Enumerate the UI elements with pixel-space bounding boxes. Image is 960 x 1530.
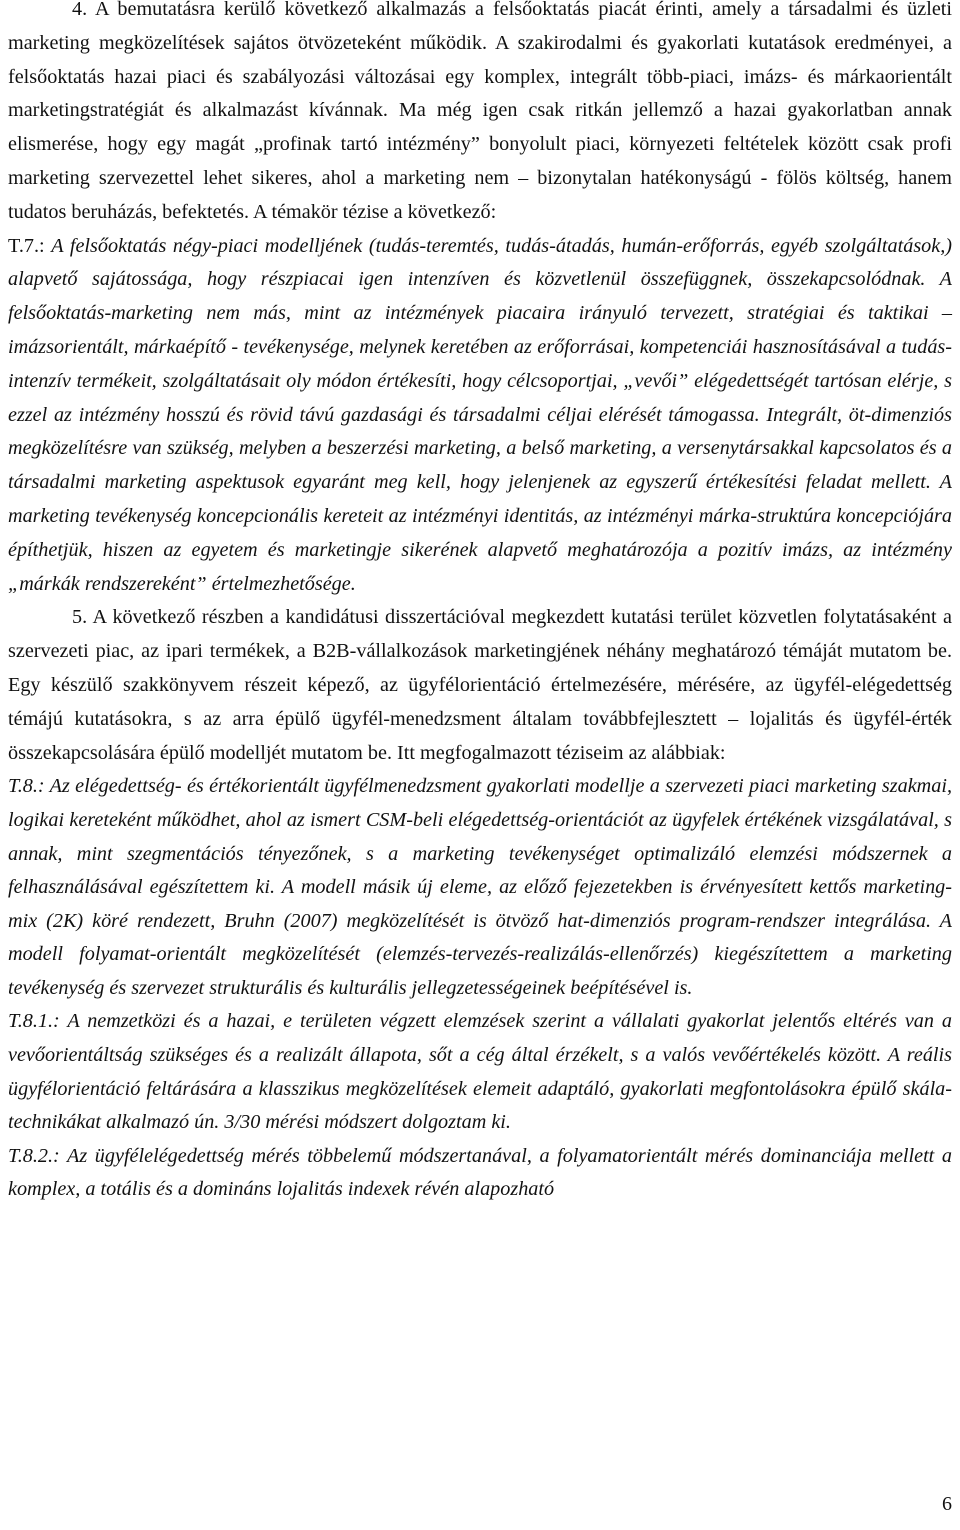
document-page	[8, 0, 952, 1207]
paragraph-4-text-3: A témakör tézise a következő:	[252, 200, 497, 223]
page-number: 6	[942, 1493, 952, 1515]
thesis-8-2: T.8.2.: Az ügyfélelégedettség mérés többelemű módszertanával, a folyamatorientált mérés dominanciája mellett a komplex, a totális és a domináns lojalitás indexek révén alapozható	[8, 1144, 952, 1201]
thesis-7-label: T.7.:	[8, 234, 45, 257]
paragraph-4-text: 4. A bemutatásra kerülő következő alkalmazás a felsőoktatás piacát érinti, amely a társadalmi és üzleti marketing megközelítések sajátos ötvözeteként működik. A szakirodalmi és gyakorlati kutatások eredményei, a felsőoktatás hazai piaci és szabályozási változásai egy komplex, integrált több-piaci, imázs- és márkaorientált marketingstratégiát és alkalmazást kívánnak.	[8, 0, 952, 122]
thesis-8-1: T.8.1.: A nemzetközi és a hazai, e területen végzett elemzések szerint a vállalati gyakorlat jelentős eltérés van a vevőorientáltság szükséges és a realizált állapota, sőt a cég által érzékelt, s a valós vevőértékelés között. A reális ügyfélorientáció feltárására a klasszikus megközelítések elemeit adaptáló, gyakorlati megfontolásokra épülő skála-technikákat alkalmazó ún. 3/30 mérési módszert dolgoztam ki.	[8, 1010, 952, 1134]
thesis-7	[8, 230, 952, 602]
paragraph-5: 5. A következő részben a kandidátusi disszertációval megkezdett kutatási terület közvetlen folytatásaként a szervezeti piac, az ipari termékek, a B2B-vállalkozások marketingjének néhány meghatározó témáját mutatom be. Egy készülő szakkönyvem részeit képező, az ügyfélorientáció értelmezésére, mérésére, az ügyfél-elégedettség témájú kutatásokra, s az arra épülő ügyfél-menedzsment általam továbbfejlesztett – lojalitás és ügyfél-érték összekapcsolására épülő modelljét mutatom be. Itt megfogalmazott téziseim az alábbiak:	[8, 606, 952, 764]
thesis-7-text: A felsőoktatás négy-piaci modelljének (tudás-teremtés, tudás-átadás, humán-erőforrás, egyéb szolgáltatások,) alapvető sajátossága, hogy részpiacai igen intenzíven és közvetlenül összefüggnek, összekapcsolódnak. A felsőoktatás-marketing nem más, mint az intézmények piacaira irányuló tervezett, stratégiai és taktikai – imázsorientált, márkaépítő - tevékenysége, melynek keretében az erőforrásai, kompetenciái hasznosításával a tudás-intenzív termékeit, szolgáltatásait oly módon értékesíti, hogy célcsoportjai, „vevői” elégedettségét tartósan elérje, s ezzel az intézmény hosszú és rövid távú gazdasági és társadalmi céljai elérését támogassa. Integrált, öt-dimenziós megközelítésre van szükség, melyben a beszerzési marketing, a belső marketing, a versenytársakkal kapcsolatos és a társadalmi marketing aspektusok egyaránt meg kell, hogy jelenjenek az egyszerű értékesítési feladat mellett. A marketing tevékenység koncepcionális kereteit az intézményi identitás, az intézményi márka-struktúra koncepciójára építhetjük, hiszen az egyetem és marketingje sikerének alapvető meghatározója a pozitív imázs, az intézmény „márkák rendszereként” értelmezhetősége.	[8, 234, 952, 595]
paragraph-4	[8, 0, 952, 230]
paragraph-4-text-2: Ma még igen csak ritkán jellemző a hazai gyakorlatban annak elismerése, hogy egy magát „profinak tartó intézmény” bonyolult piaci, környezeti feltételek között csak profi marketing szervezettel lehet sikeres, ahol a marketing nem – bizonytalan hatékonyságú - fölös költség, hanem tudatos beruházás, befektetés.	[8, 99, 952, 223]
thesis-8: T.8.: Az elégedettség- és értékorientált ügyfélmenedzsment gyakorlati modellje a szervezeti piaci marketing szakmai, logikai kereteként működhet, ahol az ismert CSM-beli elégedettség-orientációt az ügyfelek értékének vizsgálatával, s annak, mint szegmentációs tényezőnek, s a marketing tevékenységet optimalizáló elemzési módszernek a felhasználásával egészítettem ki. A modell másik új eleme, az előző fejezetekben is érvényesített kettős marketing-mix (2K) köré rendezett, Bruhn (2007) megközelítését is ötvöző hat-dimenziós program-rendszer integrálása. A modell folyamat-orientált megközelítését (elemzés-tervezés-realizálás-ellenőrzés) kiegészítettem a marketing tevékenység és szervezet strukturális és kulturális jellegzetességeinek beépítésével is.	[8, 775, 952, 999]
